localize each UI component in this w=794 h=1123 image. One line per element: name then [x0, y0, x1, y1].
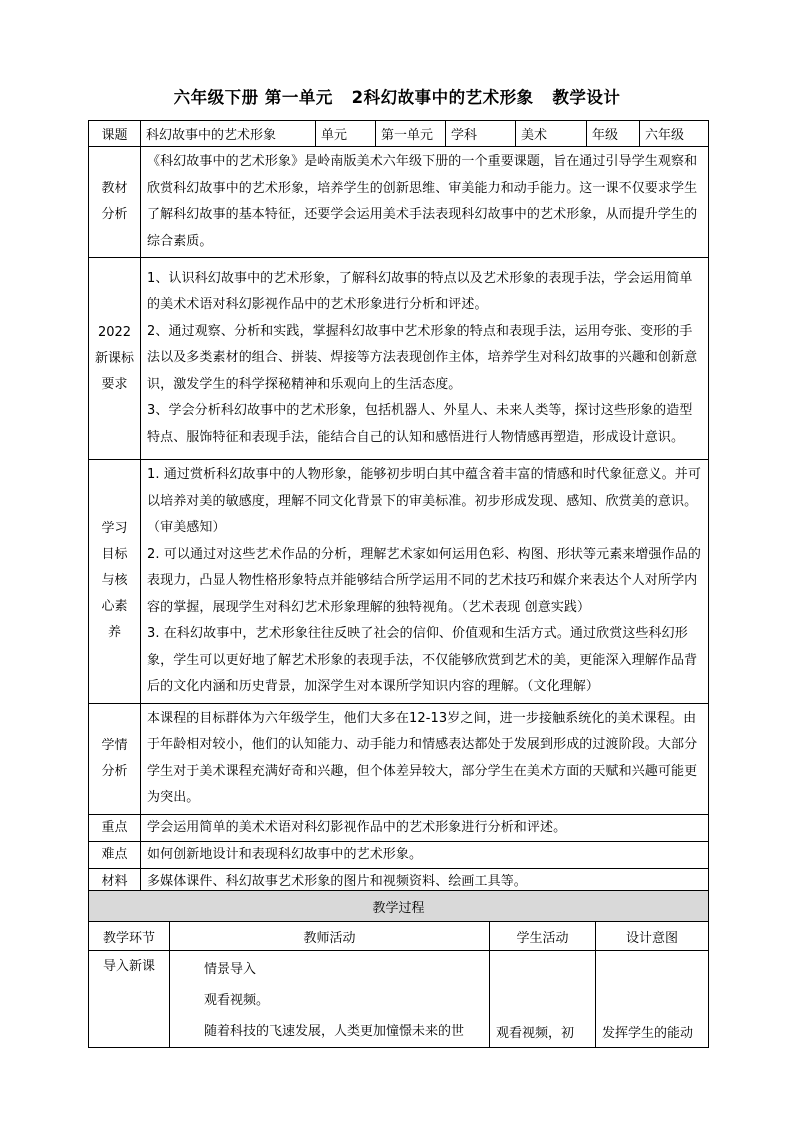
- subject-label: 学科: [446, 121, 516, 147]
- stage-cell: 导入新课: [89, 951, 170, 1048]
- standards-item: 1、认识科幻故事中的艺术形象，了解科幻故事的特点以及艺术形象的表现手法，学会运用简单的美术术语对科幻影视作品中的艺术形象进行分析和评述。: [147, 270, 693, 313]
- material-row: [89, 147, 709, 258]
- difficult-text: 如何创新地设计和表现科幻故事中的艺术形象。: [141, 841, 709, 868]
- difficult-row: [89, 841, 709, 868]
- teacher-line: 随着科技的飞速发展，人类更加憧憬未来的世: [204, 1024, 465, 1039]
- goals-item: 3. 在科幻故事中，艺术形象往往反映了社会的信仰、价值观和生活方式。通过欣赏这些科幻形象，学生可以更好地了解艺术形象的表现手法，不仅能够欣赏到艺术的美，更能深入理解作品背后的文化内涵和历史背景，加深学生对本课所学知识内容的理解。（文化理解）: [147, 626, 698, 694]
- learners-row: [89, 703, 709, 814]
- teacher-cell: [170, 951, 490, 1048]
- material-text: 《科幻故事中的艺术形象》是岭南版美术六年级下册的一个重要课题，旨在通过引导学生观察和欣赏科幻故事中的艺术形象，培养学生的创新思维、审美能力和动手能力。这一课不仅要求学生了解科幻故事的基本特征，还要学会运用美术手法表现科幻故事中的艺术形象，从而提升学生的综合素质。: [141, 147, 709, 258]
- column-header-intent: 设计意图: [596, 922, 709, 951]
- key-text: 学会运用简单的美术术语对科幻影视作品中的艺术形象进行分析和评述。: [141, 814, 709, 841]
- learners-label: 学情分析: [89, 703, 141, 814]
- unit-value: 第一单元: [376, 121, 446, 147]
- standards-item: 3、学会分析科幻故事中的艺术形象，包括机器人、外星人、未来人类等，探讨这些形象的造型特点、服饰特征和表现手法，能结合自己的认知和感悟进行人物情感再塑造，形成设计意识。: [147, 403, 693, 445]
- topic-value: 科幻故事中的艺术形象: [141, 121, 316, 147]
- teacher-lines: [204, 954, 481, 1047]
- process-table: [88, 890, 709, 1048]
- goals-label: 学习目标与核心素养: [89, 460, 141, 704]
- difficult-label: 难点: [89, 841, 141, 868]
- process-row: [89, 951, 709, 1048]
- document-title: 六年级下册 第一单元 2科幻故事中的艺术形象 教学设计: [173, 88, 621, 107]
- process-header-row: [89, 922, 709, 951]
- prep-text: 多媒体课件、科幻故事艺术形象的图片和视频资料、绘画工具等。: [141, 868, 709, 921]
- standards-row: [89, 258, 709, 460]
- goals-item: 1. 通过赏析科幻故事中的人物形象，能够初步明白其中蕴含着丰富的情感和时代象征意义。并可以培养对美的敏感度，理解不同文化背景下的审美标准。初步形成发现、感知、欣赏美的意识。（审美感知）: [147, 467, 701, 535]
- grade-label: 年级: [587, 121, 640, 147]
- learners-text: 本课程的目标群体为六年级学生，他们大多在12-13岁之间，进一步接触系统化的美术课程。由于年龄相对较小，他们的认知能力、动手能力和情感表达都处于发展到形成的过渡阶段。大部分学生对于美术课程充满好奇和兴趣，但个体差异较大，部分学生在美术方面的天赋和兴趣可能更为突出。: [141, 703, 709, 814]
- column-header-teacher: 教师活动: [170, 922, 490, 951]
- key-label: 重点: [89, 814, 141, 841]
- lesson-plan-table: [88, 120, 709, 922]
- unit-label: 单元: [316, 121, 376, 147]
- process-title: 教学过程: [89, 891, 709, 922]
- topic-label: 课题: [89, 121, 141, 147]
- grade-value: 六年级: [640, 121, 709, 147]
- goals-item: 2. 可以通过对这些艺术作品的分析，理解艺术家如何运用色彩、构图、形状等元素来增强作品的表现力，凸显人物性格形象特点并能够结合所学运用不同的艺术技巧和媒介来表达个人对所学内容的掌握，展现学生对科幻艺术形象理解的独特视角。（艺术表现 创意实践）: [147, 546, 701, 615]
- material-label: 教材分析: [89, 147, 141, 258]
- subject-value: 美术: [516, 121, 587, 147]
- standards-label: 2022新课标要求: [89, 258, 141, 460]
- header-row: [89, 121, 709, 147]
- standards-item: 2、通过观察、分析和实践，掌握科幻故事中艺术形象的特点和表现手法，运用夸张、变形的手法以及多类素材的组合、拼装、焊接等方法表现创作主体，培养学生对科幻故事的兴趣和创新意识，激发学生的科学探秘精神和乐观向上的生活态度。: [147, 323, 698, 392]
- key-row: [89, 814, 709, 841]
- process-title-row: [89, 891, 709, 922]
- teacher-line: 情景导入: [204, 962, 257, 977]
- teacher-line: 观看视频。: [204, 993, 270, 1008]
- prep-label: 材料: [89, 868, 141, 921]
- standards-text: [141, 258, 709, 460]
- goals-row: [89, 460, 709, 704]
- column-header-student: 学生活动: [490, 922, 596, 951]
- student-cell: 观看视频，初: [490, 951, 596, 1048]
- intent-cell: 发挥学生的能动: [596, 951, 709, 1048]
- goals-text: [141, 460, 709, 704]
- column-header-stage: 教学环节: [89, 922, 170, 951]
